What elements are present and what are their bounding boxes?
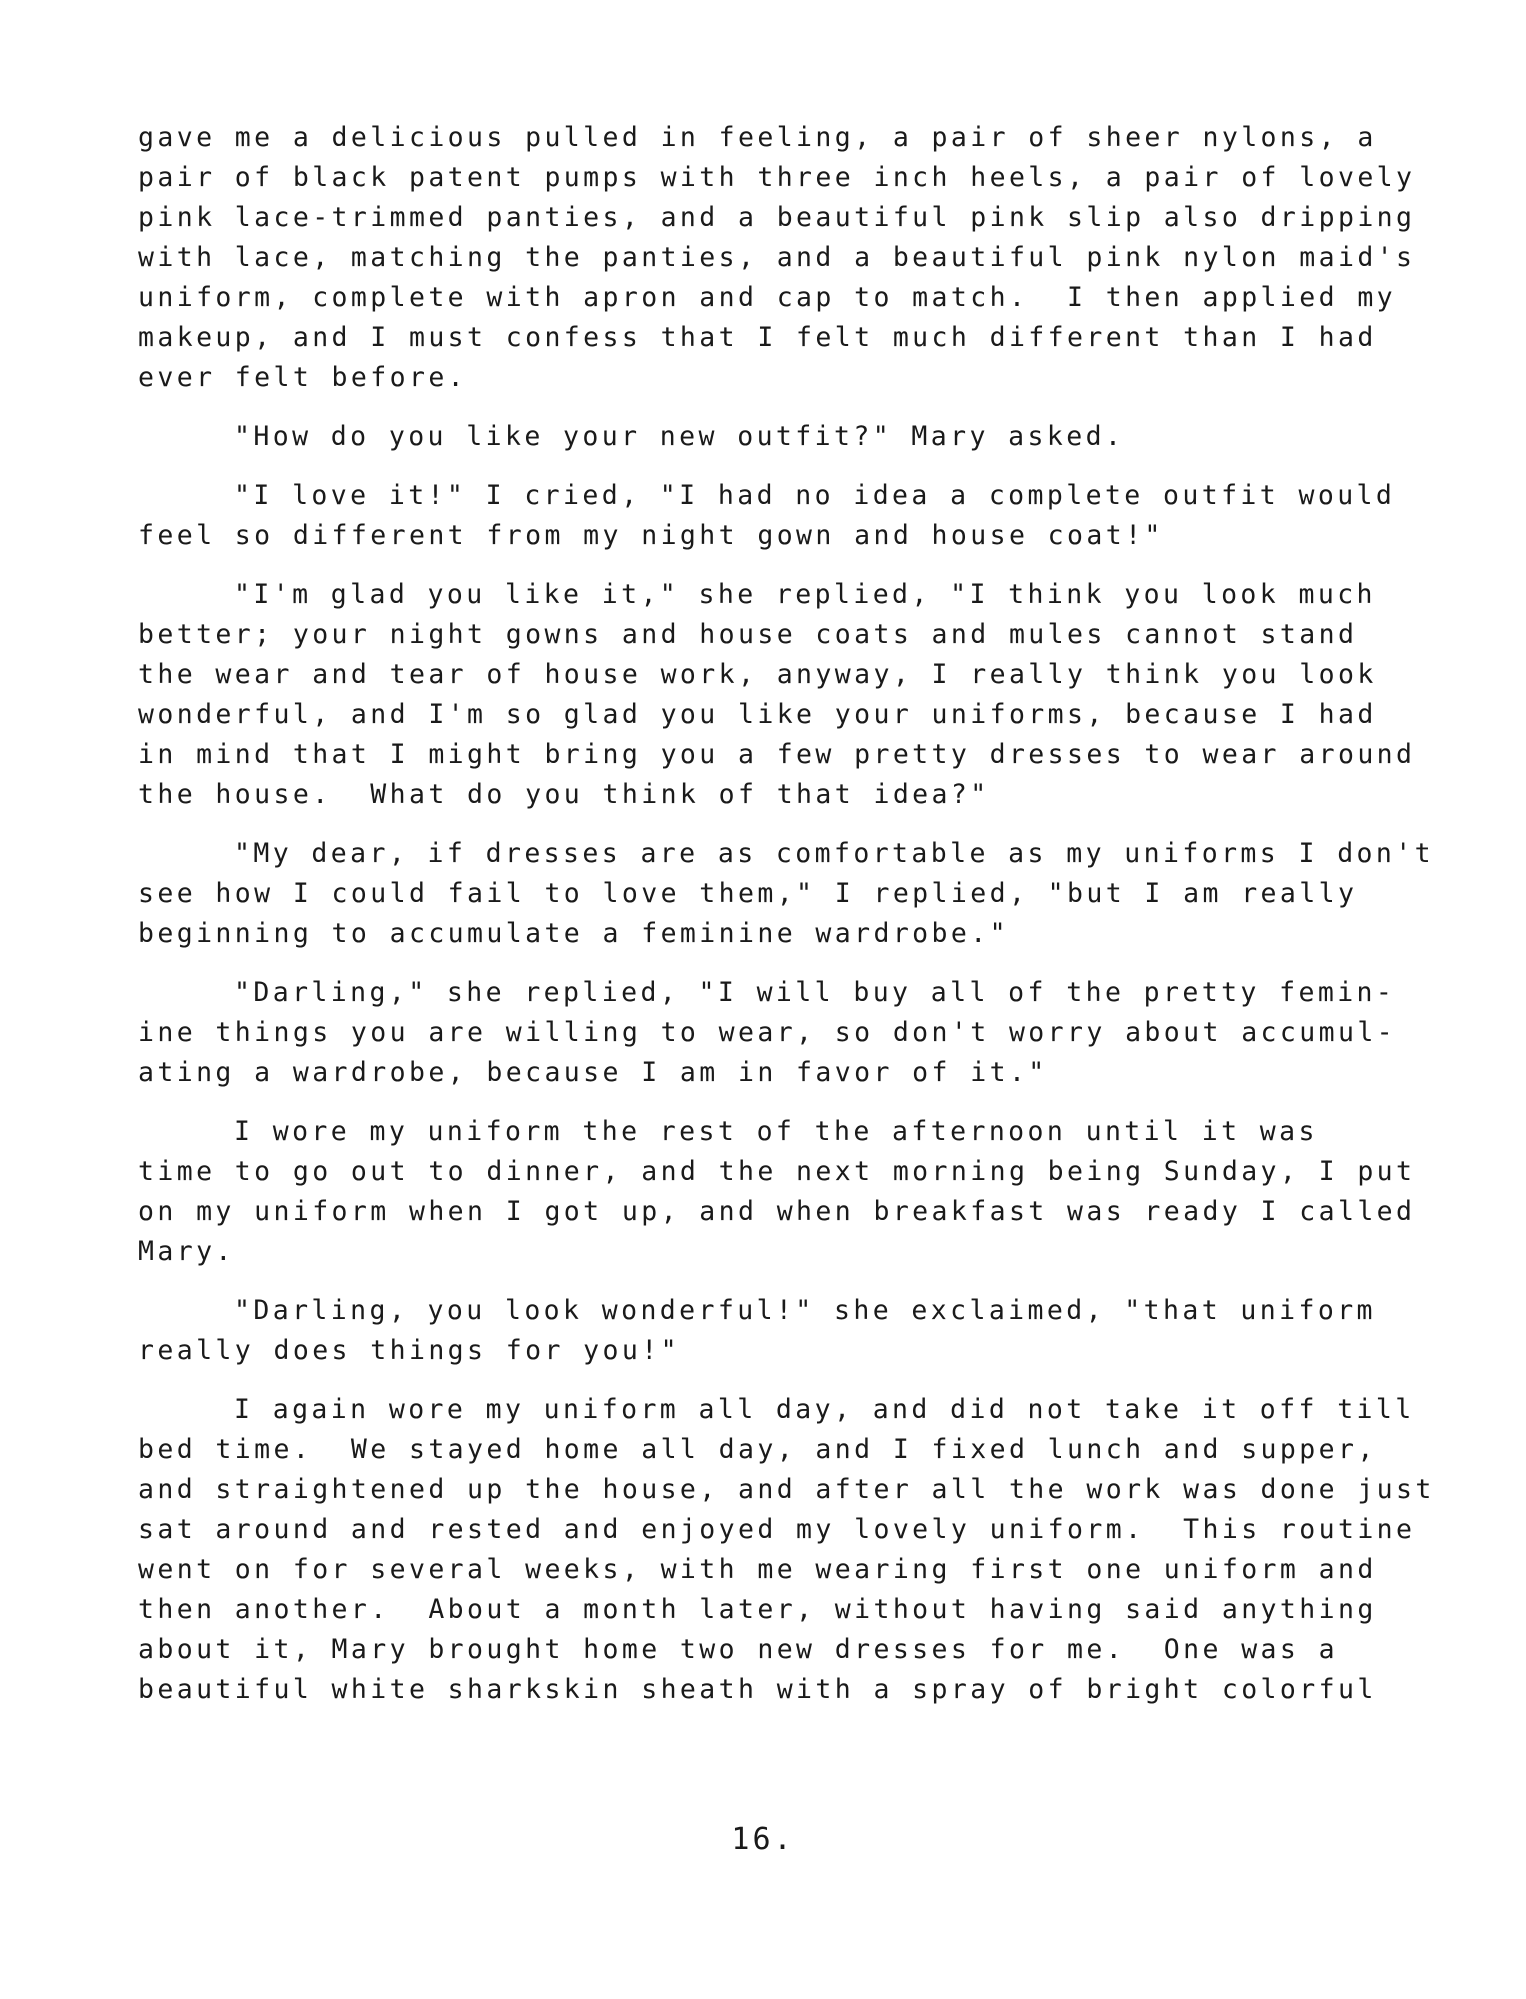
text-line: I again wore my uniform all day, and did not take it off till: [234, 1394, 1415, 1425]
text-line: time to go out to dinner, and the next morning being Sunday, I put: [138, 1156, 1416, 1187]
text-line: ever felt before.: [138, 362, 468, 393]
text-line: I wore my uniform the rest of the afternoon until it was: [234, 1116, 1318, 1147]
text-line: gave me a delicious pulled in feeling, a pair of sheer nylons, a: [138, 122, 1377, 153]
text-line: Mary.: [138, 1236, 235, 1267]
text-line: and straightened up the house, and after all the work was done just: [138, 1474, 1435, 1505]
text-line: "I love it!" I cried, "I had no idea a complete outfit would: [234, 480, 1396, 511]
body-text: [138, 118, 1468, 1729]
text-line: "Darling," she replied, "I will buy all of the pretty femin-: [234, 977, 1396, 1008]
text-line: sat around and rested and enjoyed my lovely uniform. This routine: [138, 1514, 1416, 1545]
paragraph: [138, 476, 1468, 556]
text-line: pair of black patent pumps with three inch heels, a pair of lovely: [138, 162, 1416, 193]
text-line: pink lace-trimmed panties, and a beautiful pink slip also dripping: [138, 202, 1416, 233]
text-line: "How do you like your new outfit?" Mary asked.: [234, 421, 1125, 452]
text-line: about it, Mary brought home two new dresses for me. One was a: [138, 1634, 1338, 1665]
paragraph: [138, 417, 1468, 457]
text-line: the wear and tear of house work, anyway, I really think you look: [138, 659, 1377, 690]
text-line: on my uniform when I got up, and when breakfast was ready I called: [138, 1196, 1416, 1227]
page-number: 16.: [731, 1822, 795, 1857]
paragraph: [138, 575, 1468, 815]
text-line: bed time. We stayed home all day, and I fixed lunch and supper,: [138, 1434, 1377, 1465]
paragraph: [138, 1112, 1468, 1272]
text-line: makeup, and I must confess that I felt much different than I had: [138, 322, 1377, 353]
text-line: better; your night gowns and house coats and mules cannot stand: [138, 619, 1358, 650]
text-line: then another. About a month later, without having said anything: [138, 1594, 1377, 1625]
text-line: went on for several weeks, with me wearing first one uniform and: [138, 1554, 1377, 1585]
paragraph: [138, 973, 1468, 1093]
text-line: the house. What do you think of that idea?": [138, 779, 990, 810]
text-line: see how I could fail to love them," I replied, "but I am really: [138, 878, 1358, 909]
text-line: ine things you are willing to wear, so don't worry about accumul-: [138, 1017, 1397, 1048]
text-line: beginning to accumulate a feminine wardrobe.": [138, 918, 1009, 949]
paragraph: [138, 1291, 1468, 1371]
text-line: "Darling, you look wonderful!" she exclaimed, "that uniform: [234, 1295, 1376, 1326]
text-line: "I'm glad you like it," she replied, "I think you look much: [234, 579, 1376, 610]
paragraph: [138, 118, 1468, 398]
paragraph: [138, 1390, 1468, 1710]
text-line: ating a wardrobe, because I am in favor of it.": [138, 1057, 1048, 1088]
paragraph: [138, 834, 1468, 954]
text-line: with lace, matching the panties, and a beautiful pink nylon maid's: [138, 242, 1416, 273]
text-line: "My dear, if dresses are as comfortable as my uniforms I don't: [234, 838, 1434, 869]
text-line: beautiful white sharkskin sheath with a spray of bright colorful: [138, 1674, 1377, 1705]
text-line: uniform, complete with apron and cap to match. I then applied my: [138, 282, 1397, 313]
text-line: wonderful, and I'm so glad you like your uniforms, because I had: [138, 699, 1377, 730]
text-line: in mind that I might bring you a few pretty dresses to wear around: [138, 739, 1416, 770]
text-line: feel so different from my night gown and house coat!": [138, 520, 1164, 551]
text-line: really does things for you!": [138, 1335, 680, 1366]
